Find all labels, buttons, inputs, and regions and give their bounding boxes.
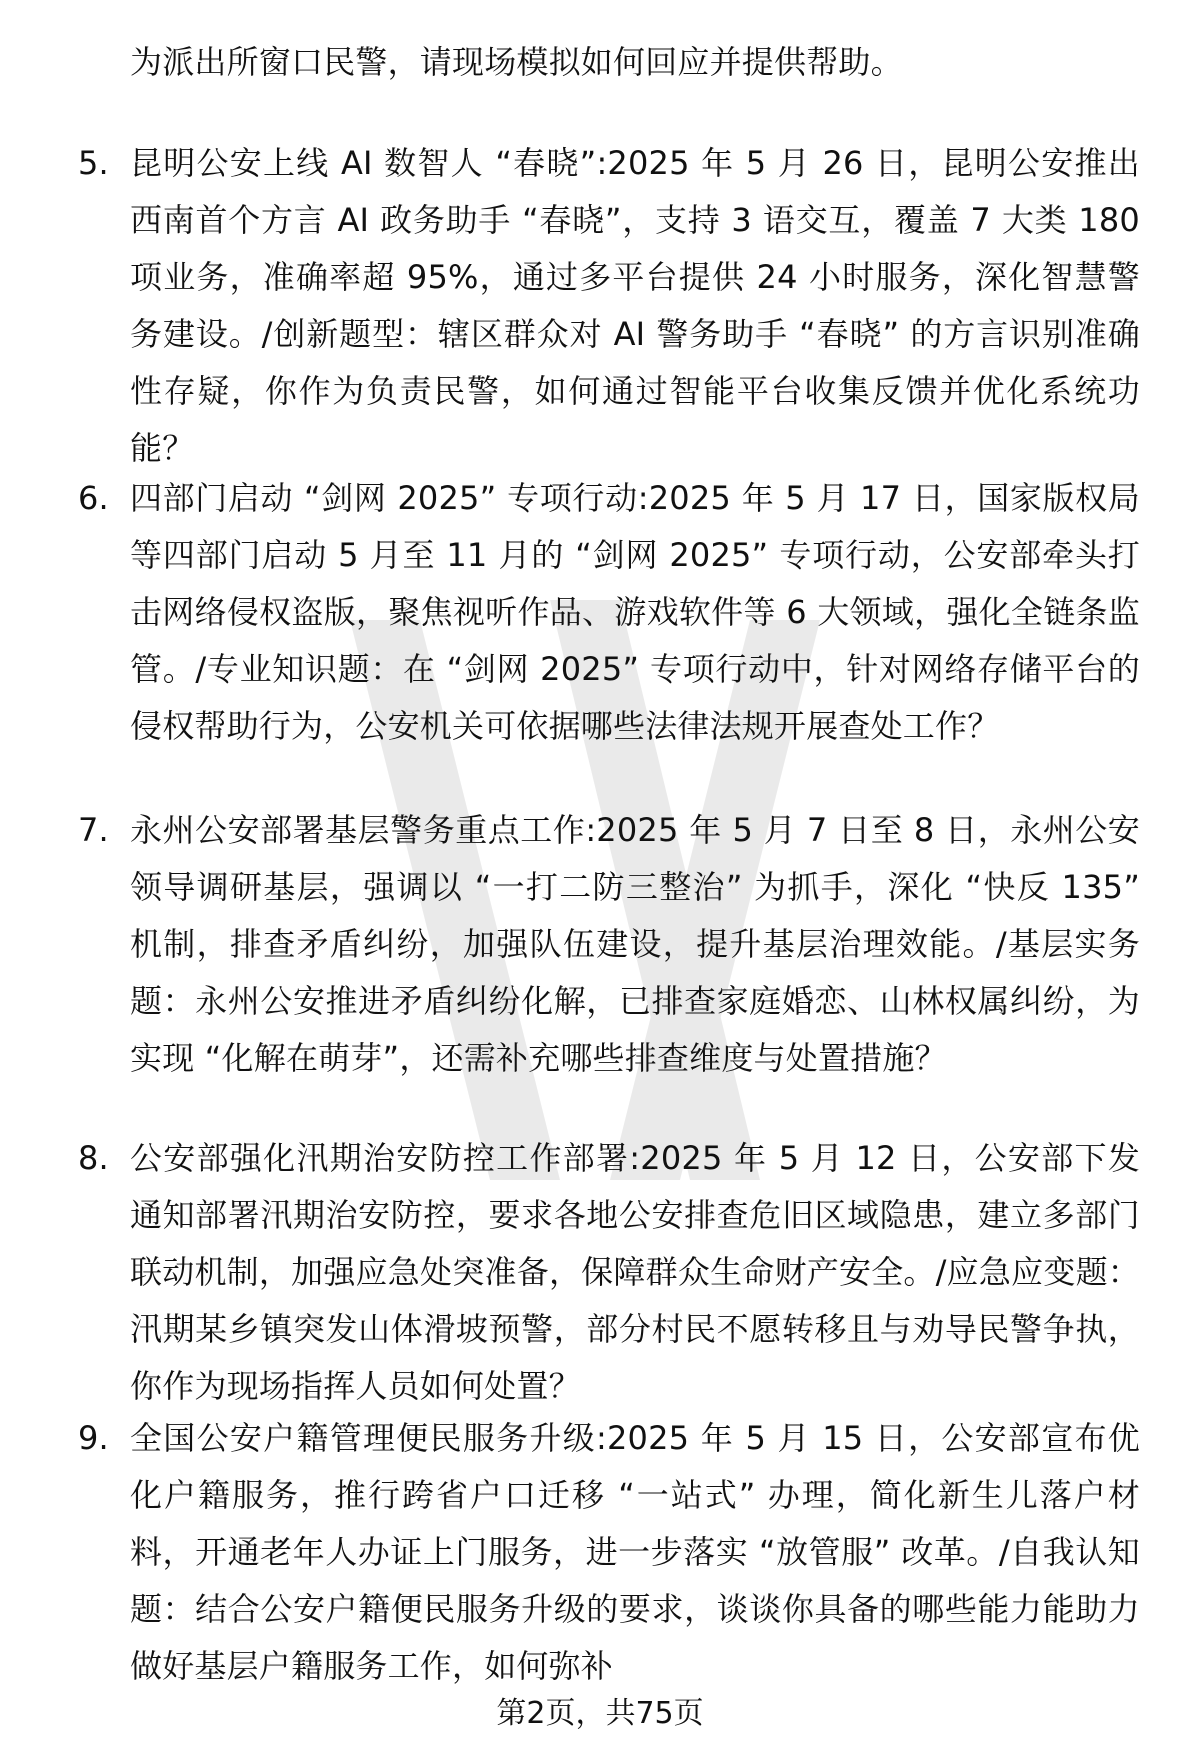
item-number: 5. xyxy=(78,144,109,182)
item-text: 四部门启动 “剑网 2025” 专项行动:2025 年 5 月 17 日，国家版权局等四部门启动 5 月至 11 月的 “剑网 2025” 专项行动，公安部牵头打击网络侵权盗版，聚焦视听作品、游戏软件等 6 大领域，强化全链条监管。/专业知识题：在 “剑网 2025” 专项行动中，针对网络存储平台的侵权帮助行为，公安机关可依据哪些法律法规开展查处工作？ xyxy=(130,479,1140,745)
item-text: 昆明公安上线 AI 数智人 “春晓”:2025 年 5 月 26 日，昆明公安推出西南首个方言 AI 政务助手 “春晓”，支持 3 语交互，覆盖 7 大类 180 项业务，准确率超 95%，通过多平台提供 24 小时服务，深化智慧警务建设。/创新题型：辖区群众对 AI 警务助手 “春晓” 的方言识别准确性存疑，你作为负责民警，如何通过智能平台收集反馈并优化系统功能？ xyxy=(130,144,1140,467)
list-item-9 xyxy=(78,1410,1148,1695)
item-text: 永州公安部署基层警务重点工作:2025 年 5 月 7 日至 8 日，永州公安领导调研基层，强调以 “一打二防三整治” 为抓手，深化 “快反 135” 机制，排查矛盾纠纷，加强队伍建设，提升基层治理效能。/基层实务题：永州公安推进矛盾纠纷化解，已排查家庭婚恋、山林权属纠纷，为实现 “化解在萌芽”，还需补充哪些排查维度与处置措施？ xyxy=(130,811,1140,1077)
item-number: 9. xyxy=(78,1419,109,1457)
item-number: 8. xyxy=(78,1139,109,1177)
list-item-5 xyxy=(78,135,1148,477)
continued-paragraph: 为派出所窗口民警，请现场模拟如何回应并提供帮助。 xyxy=(130,43,903,81)
page-indicator: 第2页，共75页 xyxy=(496,1696,704,1731)
item-text: 公安部强化汛期治安防控工作部署:2025 年 5 月 12 日，公安部下发通知部署汛期治安防控，要求各地公安排查危旧区域隐患，建立多部门联动机制，加强应急处突准备，保障群众生命财产安全。/应急应变题：汛期某乡镇突发山体滑坡预警，部分村民不愿转移且与劝导民警争执，你作为现场指挥人员如何处置？ xyxy=(130,1139,1140,1405)
item-number: 6. xyxy=(78,479,109,517)
list-item-8 xyxy=(78,1130,1148,1415)
list-item-6 xyxy=(78,470,1148,755)
item-text: 全国公安户籍管理便民服务升级:2025 年 5 月 15 日，公安部宣布优化户籍服务，推行跨省户口迁移 “一站式” 办理，简化新生儿落户材料，开通老年人办证上门服务，进一步落实 “放管服” 改革。/自我认知题：结合公安户籍便民服务升级的要求，谈谈你具备的哪些能力能助力做好基层户籍服务工作，如何弥补 xyxy=(130,1419,1140,1685)
item-number: 7. xyxy=(78,811,109,849)
list-item-7 xyxy=(78,802,1148,1087)
